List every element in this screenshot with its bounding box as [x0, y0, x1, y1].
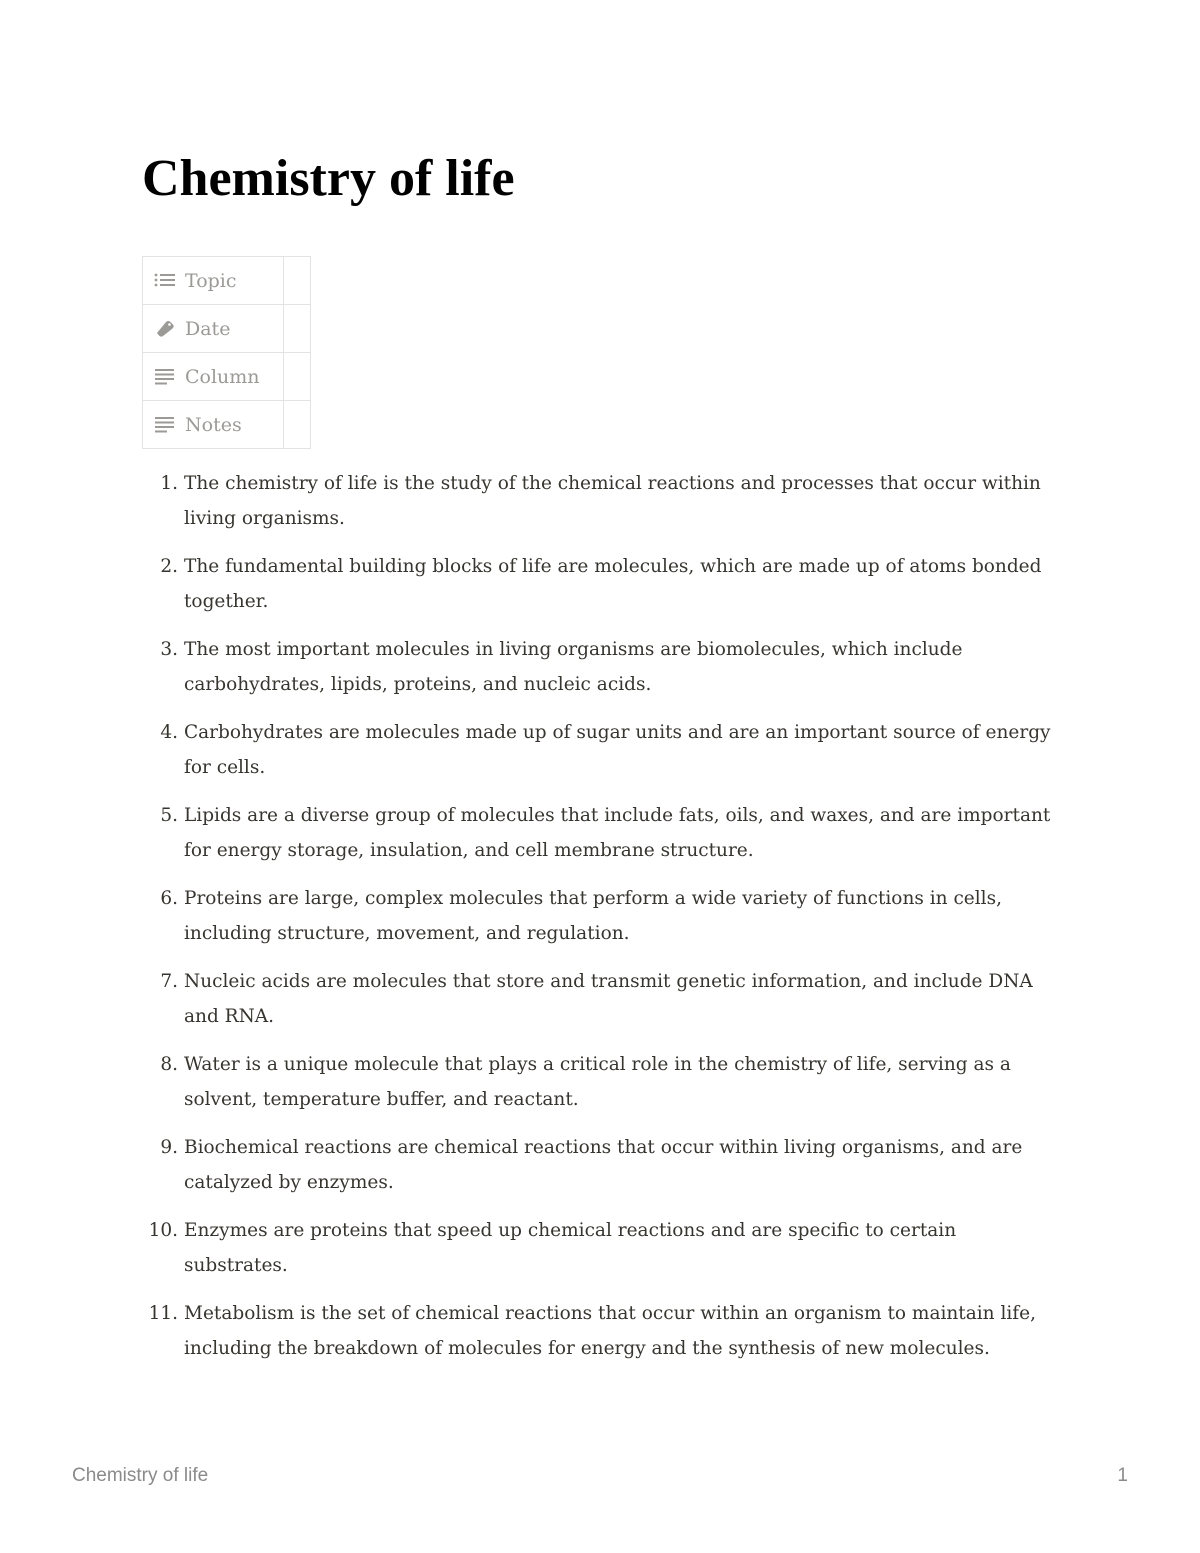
text-lines-icon	[153, 415, 177, 433]
list-item-text: Nucleic acids are molecules that store and transmit genetic information, and include DNA and RNA.	[184, 971, 1033, 1027]
list-item	[142, 798, 1062, 868]
list-item-text: Metabolism is the set of chemical reactions that occur within an organism to maintain life, including the breakdown of molecules for energy and the synthesis of new molecules.	[184, 1303, 1036, 1359]
list-item	[142, 881, 1062, 951]
property-label-date: Date	[185, 317, 231, 340]
list-item	[142, 1130, 1062, 1200]
list-item	[142, 549, 1062, 619]
text-lines-icon	[153, 367, 177, 385]
list-item-number: 5.	[160, 805, 178, 826]
property-label-column: Column	[185, 365, 260, 388]
list-item-text: The most important molecules in living organisms are biomolecules, which include carbohydrates, lipids, proteins, and nucleic acids.	[184, 639, 963, 695]
property-name-cell	[143, 257, 284, 305]
property-row-notes	[143, 401, 311, 449]
list-item-number: 10.	[148, 1220, 178, 1241]
property-name-cell	[143, 401, 284, 449]
property-row-date	[143, 305, 311, 353]
list-item-number: 2.	[160, 556, 178, 577]
property-value-date[interactable]	[284, 305, 311, 353]
list-item-text: Biochemical reactions are chemical reactions that occur within living organisms, and are catalyzed by enzymes.	[184, 1137, 1023, 1193]
tag-icon	[153, 319, 177, 337]
list-item-number: 8.	[160, 1054, 178, 1075]
page-number: 1	[1117, 1465, 1128, 1486]
list-item-number: 1.	[160, 473, 178, 494]
list-item	[142, 1296, 1062, 1366]
list-item	[142, 1213, 1062, 1283]
property-name-cell	[143, 305, 284, 353]
property-label-notes: Notes	[185, 413, 242, 436]
list-item-text: Enzymes are proteins that speed up chemical reactions and are specific to certain substrates.	[184, 1220, 957, 1276]
list-item-text: Lipids are a diverse group of molecules that include fats, oils, and waxes, and are important for energy storage, insulation, and cell membrane structure.	[184, 805, 1051, 861]
list-item-number: 11.	[148, 1303, 178, 1324]
list-item	[142, 1047, 1062, 1117]
list-item-number: 3.	[160, 639, 178, 660]
list-item-number: 7.	[160, 971, 178, 992]
list-item-text: Proteins are large, complex molecules that perform a wide variety of functions in cells, including structure, movement, and regulation.	[184, 888, 1002, 944]
list-item	[142, 632, 1062, 702]
list-item-text: The chemistry of life is the study of the chemical reactions and processes that occur within living organisms.	[184, 473, 1041, 529]
list-item	[142, 715, 1062, 785]
list-item-number: 4.	[160, 722, 178, 743]
property-name-cell	[143, 353, 284, 401]
list-item	[142, 964, 1062, 1034]
list-item-text: Water is a unique molecule that plays a critical role in the chemistry of life, serving as a solvent, temperature buffer, and reactant.	[184, 1054, 1011, 1110]
property-value-topic[interactable]	[284, 257, 311, 305]
list-item	[142, 466, 1062, 536]
property-value-notes[interactable]	[284, 401, 311, 449]
notes-list	[142, 466, 1062, 1379]
property-label-topic: Topic	[185, 269, 237, 292]
property-row-column	[143, 353, 311, 401]
list-item-text: Carbohydrates are molecules made up of sugar units and are an important source of energy for cells.	[184, 722, 1051, 778]
properties-table	[142, 256, 311, 449]
footer-title: Chemistry of life	[72, 1465, 209, 1486]
list-item-number: 6.	[160, 888, 178, 909]
list-icon	[153, 271, 177, 289]
page-title: Chemistry of life	[142, 150, 515, 207]
property-value-column[interactable]	[284, 353, 311, 401]
list-item-number: 9.	[160, 1137, 178, 1158]
property-row-topic	[143, 257, 311, 305]
list-item-text: The fundamental building blocks of life are molecules, which are made up of atoms bonded together.	[184, 556, 1042, 612]
